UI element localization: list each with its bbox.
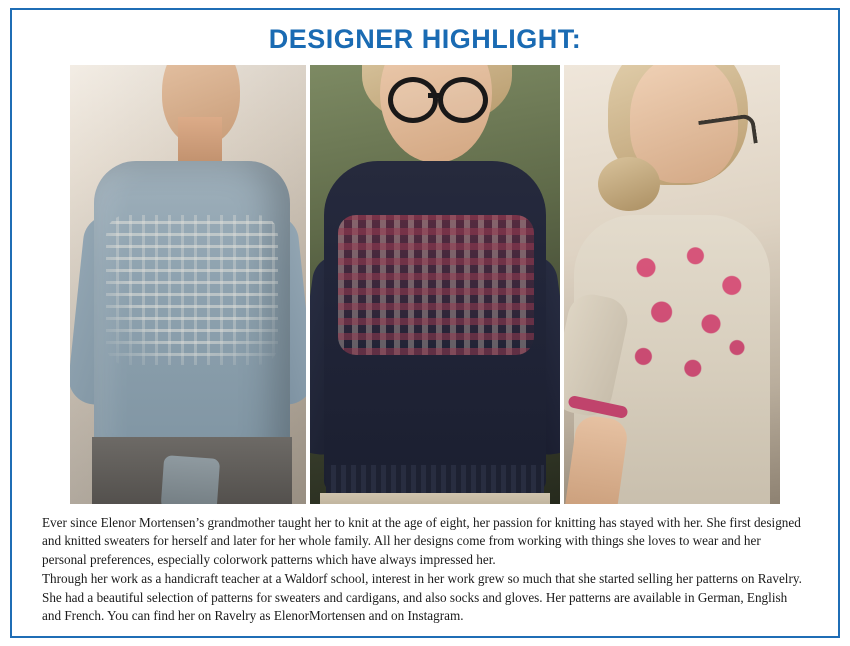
photo1-apron-tie xyxy=(160,455,220,503)
photo3-hair-bun xyxy=(598,157,660,211)
photo2-right-eyeglass-lens xyxy=(438,77,488,123)
photo-gallery xyxy=(70,65,780,504)
bio-paragraph-1: Ever since Elenor Mortensen’s grandmother taught her to knit at the age of eight, her passion for knitting has stayed with her. She first designed and knitted sweaters for herself and later for her whole family. All her designs come from working with things she loves to wear and her personal preferences, especially colorwork patterns which have always impressed her. xyxy=(42,514,801,568)
photo2-left-eyeglass-lens xyxy=(388,77,438,123)
photo2-colorwork-yoke xyxy=(338,215,534,355)
photo3-floral-colorwork xyxy=(620,241,750,389)
designer-bio xyxy=(38,514,812,626)
photo2-eyeglass-bridge xyxy=(428,93,440,98)
photo1-colorwork-yoke xyxy=(106,215,278,365)
photo-navy-berry-colorwork-sweater xyxy=(310,65,560,504)
photo-cream-floral-yoke-sweater xyxy=(564,65,780,504)
page-title: DESIGNER HIGHLIGHT: xyxy=(268,24,582,54)
bio-paragraph-2: Through her work as a handicraft teacher at a Waldorf school, interest in her work grew so much that she started selling her patterns on Ravelry. She had a beautiful selection of patterns for sweaters and cardigans, and also socks and gloves. Her patterns are available in German, English and French. You can find her on Ravelry as ElenorMortensen and on Instagram. xyxy=(42,570,802,624)
photo-grey-colorwork-sweater xyxy=(70,65,306,504)
page-content xyxy=(10,10,840,636)
photo2-trousers xyxy=(320,493,550,504)
